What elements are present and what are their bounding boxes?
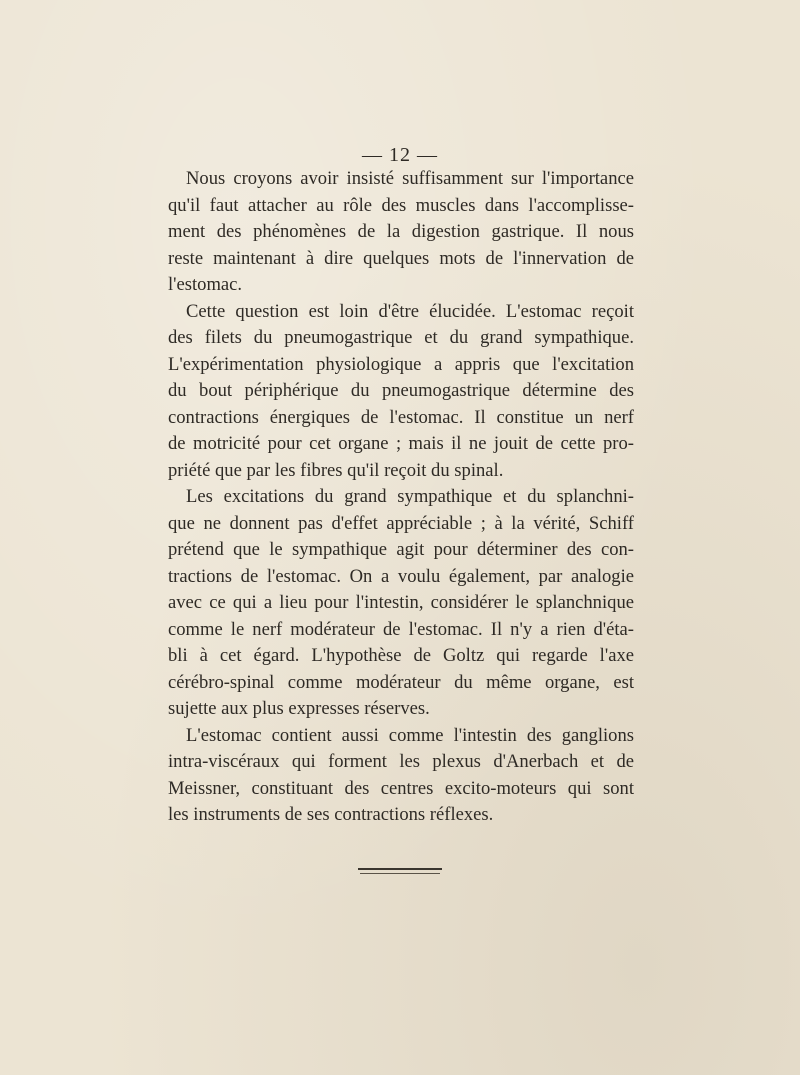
text-line: L'estomac contient aussi comme l'intestin des ganglions	[186, 724, 634, 746]
text-line: cérébro-spinal comme modérateur du même organe, est	[168, 671, 634, 693]
text-line: sujette aux plus expresses réserves.	[168, 698, 430, 719]
text-line: Nous croyons avoir insisté suffisamment sur l'importance	[186, 168, 634, 189]
text-line: comme le nerf modérateur de l'estomac. Il n'y a rien d'éta-	[168, 618, 634, 640]
text-line: bli à cet égard. L'hypothèse de Goltz qui regarde l'axe	[168, 645, 634, 666]
text-line: avec ce qui a lieu pour l'intestin, considérer le splanchnique	[168, 592, 634, 613]
text-line: de motricité pour cet organe ; mais il ne jouit de cette pro-	[168, 433, 634, 454]
text-line: prétend que le sympathique agit pour déterminer des con-	[168, 539, 634, 560]
end-rule-thin	[360, 873, 440, 874]
body-text	[168, 166, 634, 829]
text-line: des filets du pneumogastrique et du grand sympathique.	[168, 327, 634, 348]
text-line: ment des phénomènes de la digestion gastrique. Il nous	[168, 221, 634, 242]
text-line: L'expérimentation physiologique a appris que l'excitation	[168, 353, 634, 375]
text-line: priété que par les fibres qu'il reçoit du spinal.	[168, 459, 504, 481]
text-line: Cette question est loin d'être élucidée. L'estomac reçoit	[186, 300, 634, 322]
text-line: les instruments de ses contractions réflexes.	[168, 804, 494, 825]
text-line: qu'il faut attacher au rôle des muscles dans l'accomplisse-	[168, 194, 634, 216]
text-line: que ne donnent pas d'effet appréciable ; à la vérité, Schiff	[168, 512, 634, 534]
text-line: Les excitations du grand sympathique et du splanchni-	[186, 486, 634, 507]
end-rule	[358, 868, 442, 870]
text-line: contractions énergiques de l'estomac. Il constitue un nerf	[168, 406, 634, 428]
text-line: reste maintenant à dire quelques mots de l'innervation de	[168, 247, 634, 269]
text-line: l'estomac.	[168, 274, 243, 295]
text-line: tractions de l'estomac. On a voulu également, par analogie	[168, 565, 634, 587]
text-line: Meissner, constituant des centres excito-moteurs qui sont	[168, 777, 634, 799]
page-number: — 12 —	[362, 144, 438, 166]
text-line: intra-viscéraux qui forment les plexus d'Anerbach et de	[168, 751, 634, 772]
text-line: du bout périphérique du pneumogastrique détermine des	[168, 380, 634, 401]
